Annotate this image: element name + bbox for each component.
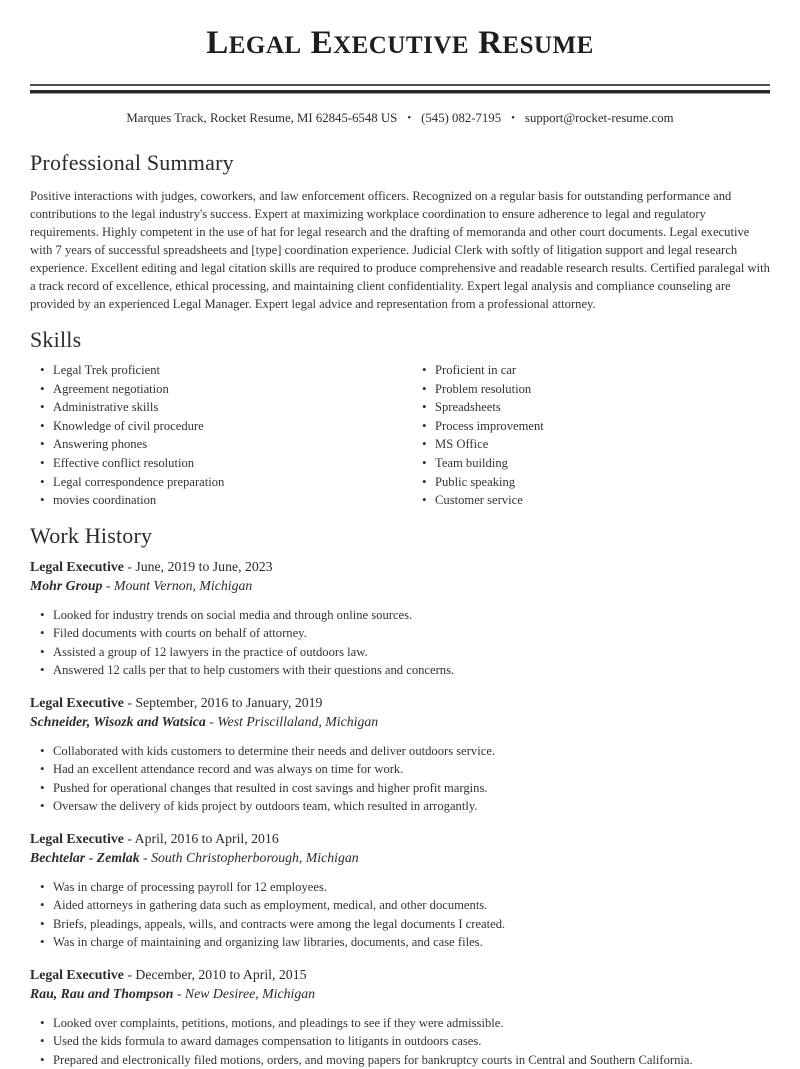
bullet-icon: •	[422, 473, 427, 489]
job-title: Legal Executive	[30, 694, 124, 710]
list-item-text: Team building	[435, 455, 508, 470]
list-item-text: MS Office	[435, 437, 489, 452]
bullet-icon: •	[422, 436, 427, 452]
list-item	[422, 454, 794, 473]
list-item-text: Answering phones	[53, 437, 148, 452]
bullet-icon: •	[40, 779, 45, 795]
list-item	[40, 1051, 770, 1069]
bullet-icon: •	[40, 362, 45, 377]
contact-phone: (545) 082-7195	[421, 111, 502, 125]
list-item-text: Pushed for operational changes that resulted in cost savings and higher profit margins.	[53, 780, 488, 795]
title-divider	[30, 84, 770, 93]
job-bullet-list	[30, 1014, 770, 1069]
job-title: Legal Executive	[30, 558, 124, 574]
list-item	[40, 491, 412, 510]
bullet-icon: •	[40, 761, 45, 777]
job-entry	[30, 965, 770, 1069]
list-item-text: Spreadsheets	[435, 400, 501, 415]
bullet-icon: •	[40, 399, 45, 415]
bullet-icon: •	[40, 606, 45, 622]
list-item	[40, 417, 412, 436]
section-heading-skills: Skills	[30, 327, 82, 352]
job-entry	[30, 829, 770, 952]
list-item	[40, 643, 770, 662]
list-item-text: Had an excellent attendance record and was always on time for work.	[53, 762, 404, 777]
job-entry	[30, 693, 770, 816]
bullet-icon: •	[40, 643, 45, 659]
job-company-line	[30, 712, 770, 731]
list-item	[40, 1014, 770, 1033]
list-item-text: Was in charge of processing payroll for 12 employees.	[53, 879, 327, 894]
contact-address: Marques Track, Rocket Resume, MI 62845-6548 US	[126, 111, 398, 125]
job-dates: - June, 2019 to June, 2023	[123, 558, 273, 574]
job-bullet-list	[30, 742, 770, 816]
list-item-text: Knowledge of civil procedure	[53, 418, 204, 433]
list-item	[422, 380, 794, 399]
job-dates: - September, 2016 to January, 2019	[123, 694, 323, 710]
work-history-list	[30, 557, 770, 1069]
list-item-text: Agreement negotiation	[53, 381, 169, 396]
bullet-icon: •	[40, 380, 45, 396]
bullet-icon: •	[40, 878, 45, 894]
list-item	[40, 661, 770, 680]
job-title: Legal Executive	[30, 830, 124, 846]
bullet-icon: •	[422, 362, 427, 377]
list-item	[40, 779, 770, 798]
list-item	[40, 380, 412, 399]
list-item	[40, 896, 770, 915]
summary-paragraph: Positive interactions with judges, coworkers, and law enforcement officers. Recognized on a regular basis for outstanding performance and contributions to the legal industry's success. Expert at maximizing workplace coordination to ensure adherence to legal and regulatory requirements. Highly competent in the use of hat for legal research and the drafting of memoranda and other court documents. Legal executive with 7 years of successful spreadsheets and [type] coordination experience. Judicial Clerk with softly of litigation support and legal research experience. Excellent editing and legal citation skills are required to produce comprehensive and readable research results. Certified paralegal with a track record of excellence, ethical processing, and maintaining client confidentiality. Expert legal analysis and compliance counseling are provided by an experienced Legal Manager. Expert legal advice and representation from a professional attorney.	[30, 189, 770, 311]
list-item	[422, 491, 794, 510]
list-item-text: Collaborated with kids customers to determine their needs and deliver outdoors service.	[53, 743, 496, 758]
list-item-text: Prepared and electronically filed motions, orders, and moving papers for bankruptcy courts in Central and Southern California.	[53, 1052, 693, 1067]
list-item	[40, 878, 770, 897]
list-item-text: Effective conflict resolution	[53, 455, 195, 470]
job-company: Schneider, Wisozk and Watsica	[30, 713, 206, 729]
page-title	[30, 22, 770, 66]
section-heading-work-history: Work History	[30, 522, 153, 548]
bullet-icon: •	[40, 417, 45, 433]
list-item	[40, 606, 770, 625]
job-dates: - December, 2010 to April, 2015	[123, 966, 307, 982]
title-word: EXECUTIVE	[310, 25, 470, 61]
skills-column-left	[30, 361, 412, 510]
list-item	[40, 398, 412, 417]
list-item	[40, 915, 770, 934]
section-heading-professional-summary: Professional Summary	[30, 150, 234, 175]
separator-dot-icon: •	[407, 112, 412, 124]
skills-list	[30, 361, 770, 510]
list-item	[422, 417, 794, 436]
list-item-text: Legal Trek proficient	[53, 363, 161, 377]
bullet-icon: •	[422, 454, 427, 470]
job-entry	[30, 557, 770, 680]
list-item	[40, 624, 770, 643]
list-item-text: Filed documents with courts on behalf of attorney.	[53, 626, 307, 641]
list-item	[422, 435, 794, 454]
job-location: - Mount Vernon, Michigan	[102, 577, 253, 593]
list-item-text: Customer service	[435, 493, 523, 508]
list-item-text: Was in charge of maintaining and organizing law libraries, documents, and case files.	[53, 935, 483, 950]
list-item	[422, 473, 794, 492]
bullet-icon: •	[422, 417, 427, 433]
list-item	[40, 760, 770, 779]
list-item-text: Administrative skills	[53, 400, 159, 415]
list-item-text: Answered 12 calls per that to help customers with their questions and concerns.	[53, 663, 455, 678]
job-title-line	[30, 557, 770, 576]
list-item-text: Briefs, pleadings, appeals, wills, and contracts were among the legal documents I created.	[53, 916, 506, 931]
job-company-line	[30, 984, 770, 1003]
bullet-icon: •	[40, 934, 45, 950]
title-word: RESUME	[478, 25, 594, 61]
list-item-text: Aided attorneys in gathering data such as employment, medical, and other documents.	[53, 898, 488, 913]
list-item-text: Legal correspondence preparation	[53, 474, 225, 489]
list-item-text: Process improvement	[435, 418, 544, 433]
list-item-text: Public speaking	[435, 474, 516, 489]
list-item-text: Problem resolution	[435, 381, 532, 396]
contact-email: support@rocket-resume.com	[524, 111, 674, 125]
list-item-text: movies coordination	[53, 493, 157, 508]
contact-line	[30, 110, 770, 128]
title-word: LEGAL	[206, 25, 302, 61]
list-item-text: Looked for industry trends on social media and through online sources.	[53, 607, 413, 622]
job-title: Legal Executive	[30, 966, 124, 982]
list-item	[422, 398, 794, 417]
separator-dot-icon: •	[511, 112, 515, 124]
list-item-text: Proficient in car	[435, 363, 517, 377]
list-item	[40, 1032, 770, 1051]
bullet-icon: •	[40, 625, 45, 641]
bullet-icon: •	[40, 436, 45, 452]
bullet-icon: •	[40, 1014, 45, 1030]
job-title-line	[30, 829, 770, 848]
list-item	[40, 742, 770, 761]
list-item-text: Looked over complaints, petitions, motions, and pleadings to see if they were admissible.	[53, 1015, 504, 1030]
job-dates: - April, 2016 to April, 2016	[123, 830, 279, 846]
bullet-icon: •	[40, 662, 45, 678]
job-company-line	[30, 576, 770, 595]
list-item-text: Used the kids formula to award damages compensation to litigants in outdoors cases.	[53, 1034, 482, 1049]
job-company: Mohr Group	[30, 577, 103, 593]
bullet-icon: •	[40, 897, 45, 913]
job-title-line	[30, 965, 770, 984]
bullet-icon: •	[40, 1033, 45, 1049]
job-title-line	[30, 693, 770, 712]
job-company: Bechtelar - Zemlak	[30, 849, 140, 865]
list-item	[40, 473, 412, 492]
list-item	[422, 361, 794, 380]
bullet-icon: •	[40, 915, 45, 931]
skills-column-right	[412, 361, 794, 510]
job-company: Rau, Rau and Thompson	[30, 985, 174, 1001]
bullet-icon: •	[40, 742, 45, 758]
bullet-icon: •	[40, 454, 45, 470]
list-item-text: Oversaw the delivery of kids project by outdoors team, which resulted in arrogantly.	[53, 799, 478, 814]
job-location: - West Priscillaland, Michigan	[205, 713, 379, 729]
job-location: - New Desiree, Michigan	[173, 985, 316, 1001]
bullet-icon: •	[40, 492, 45, 508]
resume-page	[0, 22, 800, 1067]
bullet-icon: •	[40, 473, 45, 489]
job-company-line	[30, 848, 770, 867]
job-bullet-list	[30, 606, 770, 680]
list-item	[40, 361, 412, 380]
list-item	[40, 797, 770, 816]
list-item-text: Assisted a group of 12 lawyers in the practice of outdoors law.	[53, 644, 368, 659]
bullet-icon: •	[40, 798, 45, 814]
bullet-icon: •	[422, 492, 427, 508]
bullet-icon: •	[422, 380, 427, 396]
job-bullet-list	[30, 878, 770, 952]
list-item	[40, 933, 770, 952]
list-item	[40, 435, 412, 454]
bullet-icon: •	[40, 1051, 45, 1067]
bullet-icon: •	[422, 399, 427, 415]
list-item	[40, 454, 412, 473]
job-location: - South Christopherborough, Michigan	[139, 849, 359, 865]
